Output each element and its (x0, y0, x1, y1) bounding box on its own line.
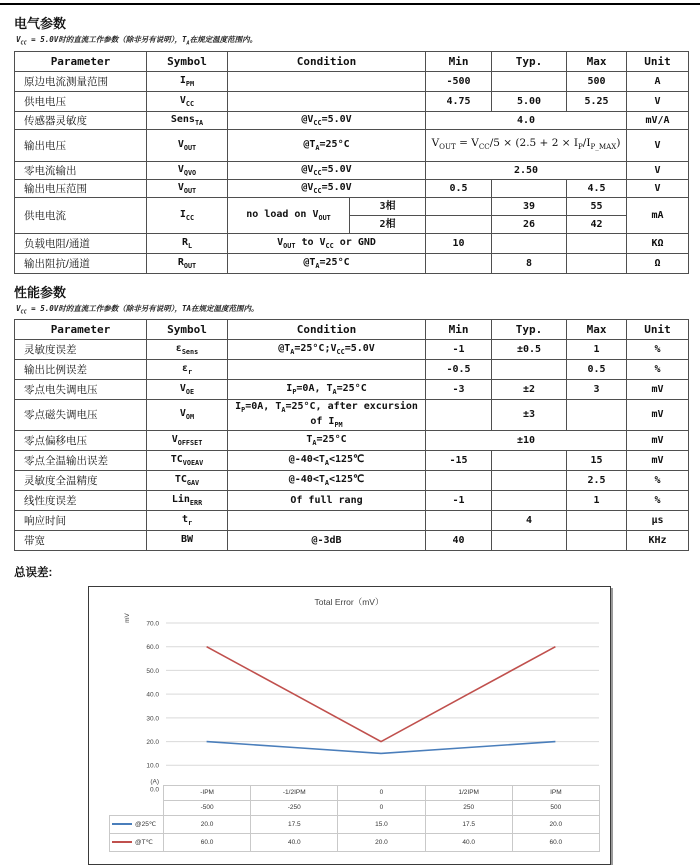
performance-parameters-table (14, 319, 689, 551)
table-row (15, 129, 689, 161)
cell-condition: $V_{OUT}$ to $V_{CC}$ or GND (228, 233, 426, 253)
section-note-electrical: $V_{CC} = 5.0V$时的直流工作参数（除非另有说明），$T_A$在规定温度范围内。 (16, 35, 258, 47)
cell-output-formula: $V_{OUT} = V_{CC}/5 \times (2.5 + 2 \times I_P/I_{P\_MAX})$ (426, 129, 627, 161)
cell-parameter: 输出阻抗/通道 (15, 253, 147, 273)
electrical-parameters-table (14, 51, 689, 274)
chart-title: Total Error（mV） (314, 596, 384, 607)
series-row (110, 815, 600, 833)
col-parameter: Parameter (15, 320, 147, 340)
cell-condition (228, 91, 426, 111)
table-row (15, 161, 689, 179)
legend-label: @T℃ (135, 839, 153, 847)
cell-min: 0.5 (426, 179, 492, 197)
cell-parameter: 零点电失调电压 (15, 380, 147, 400)
x-value-cell: 250 (425, 800, 512, 815)
cell-condition: $@V_{CC}=5.0V$ (228, 161, 426, 179)
cell-unit: V (627, 129, 689, 161)
cell-symbol: $V_{OE}$ (147, 380, 228, 400)
series-value-cell: 60.0 (512, 833, 599, 851)
cell-typ: ±2 (492, 380, 567, 400)
cell-condition: Of full rang (228, 490, 426, 510)
cell-condition: $@-40<T_A<125℃$ (228, 450, 426, 470)
table-row-supply-current-3phase (15, 197, 689, 215)
cell-max: 4.5 (567, 179, 627, 197)
cell-condition: no load on $V_{OUT}$ (228, 197, 350, 233)
cell-unit: KHz (627, 530, 689, 550)
y-tick-label: 0.0 (149, 786, 159, 794)
cell-symbol: $V_{OFFSET}$ (147, 430, 228, 450)
cell-condition: $T_A=25^\circ C$ (228, 430, 426, 450)
x-category-cell: -IPM (164, 785, 251, 800)
x-category-cell: -1/2IPM (251, 785, 338, 800)
col-min: Min (426, 320, 492, 340)
cell-parameter: 零电流输出 (15, 161, 147, 179)
table-row (15, 111, 689, 129)
cell-max: 3 (567, 380, 627, 400)
cell-min: -3 (426, 380, 492, 400)
cell-parameter: 灵敏度误差 (15, 340, 147, 360)
cell-unit: mA (627, 197, 689, 233)
cell-parameter: 输出电压范围 (15, 179, 147, 197)
cell-symbol: $V_{OUT}$ (147, 129, 228, 161)
cell-max: 1 (567, 490, 627, 510)
cell-min: 40 (426, 530, 492, 550)
cell-unit: μs (627, 510, 689, 530)
cell-min (426, 215, 492, 233)
cell-symbol: $\varepsilon_r$ (147, 360, 228, 380)
cell-parameter: 线性度误差 (15, 490, 147, 510)
col-typ: Typ. (492, 320, 567, 340)
cell-parameter: 输出电压 (15, 129, 147, 161)
cell-typ: 4 (492, 510, 567, 530)
cell-symbol: $I_{CC}$ (147, 197, 228, 233)
cell-unit: KΩ (627, 233, 689, 253)
x-value-cell: 0 (338, 800, 425, 815)
cell-min: 10 (426, 233, 492, 253)
series-value-cell: 40.0 (425, 833, 512, 851)
cell-symbol: $TC_{GAV}$ (147, 470, 228, 490)
cell-parameter: 零点全温输出误差 (15, 450, 147, 470)
cell-condition: $@T_A=25^\circ C;V_{CC}=5.0V$ (228, 340, 426, 360)
cell-symbol: $t_r$ (147, 510, 228, 530)
cell-max (567, 253, 627, 273)
series-value-cell: 60.0 (164, 833, 251, 851)
cell-unit: % (627, 360, 689, 380)
cell-condition: $I_P=0A$, $T_A=25^\circ C$ (228, 380, 426, 400)
series-value-cell: 20.0 (512, 815, 599, 833)
cell-min (426, 253, 492, 273)
cell-parameter: 响应时间 (15, 510, 147, 530)
table-row (15, 179, 689, 197)
cell-unit: mV (627, 430, 689, 450)
page-top-rule (0, 3, 700, 5)
cell-typ: 26 (492, 215, 567, 233)
cell-condition: $I_P=0A$, $T_A=25^\circ C$, after excursion of $I_{PM}$ (228, 400, 426, 431)
chart-value-table (109, 785, 600, 852)
cell-max: 55 (567, 197, 627, 215)
table-row (15, 360, 689, 380)
legend-item (110, 815, 164, 833)
table-row (15, 490, 689, 510)
x-category-cell: 0 (338, 785, 425, 800)
cell-parameter: 传感器灵敏度 (15, 111, 147, 129)
legend-item (110, 833, 164, 851)
blank-cell (110, 800, 164, 815)
col-unit: Unit (627, 51, 689, 71)
series-value-cell: 20.0 (338, 833, 425, 851)
cell-min (426, 470, 492, 490)
cell-symbol: $R_{OUT}$ (147, 253, 228, 273)
y-tick-label: 50.0 (146, 667, 159, 675)
cell-min: -15 (426, 450, 492, 470)
x-category-cell: IPM (512, 785, 599, 800)
cell-symbol: $V_{QVO}$ (147, 161, 228, 179)
y-tick-label: 10.0 (146, 762, 159, 770)
y-tick-label: 70.0 (146, 620, 159, 628)
blank-cell (110, 785, 164, 800)
cell-symbol: $V_{OUT}$ (147, 179, 228, 197)
col-min: Min (426, 51, 492, 71)
cell-min (426, 197, 492, 215)
cell-condition (228, 360, 426, 380)
table-row (15, 253, 689, 273)
total-error-label: 总误差: (14, 566, 53, 579)
cell-max: 42 (567, 215, 627, 233)
cell-condition: $@T_A=25^\circ C$ (228, 129, 426, 161)
cell-symbol: $V_{CC}$ (147, 91, 228, 111)
table-header-row (15, 51, 689, 71)
chart-data-table (109, 785, 600, 852)
table-row (15, 380, 689, 400)
cell-max (567, 400, 627, 431)
cell-typ: 39 (492, 197, 567, 215)
cell-condition: $@T_A=25^\circ C$ (228, 253, 426, 273)
cell-symbol: $TC_{VOEAV}$ (147, 450, 228, 470)
cell-parameter: 原边电流测量范围 (15, 71, 147, 91)
cell-unit: V (627, 91, 689, 111)
cell-typ (492, 490, 567, 510)
cell-symbol: $\varepsilon_{Sens}$ (147, 340, 228, 360)
col-typ: Typ. (492, 51, 567, 71)
cell-typ (492, 530, 567, 550)
cell-unit: mV (627, 450, 689, 470)
cell-typ (492, 360, 567, 380)
cell-parameter: 负载电阻/通道 (15, 233, 147, 253)
x-category-row (110, 785, 600, 800)
cell-unit: mV (627, 400, 689, 431)
cell-typ: ±0.5 (492, 340, 567, 360)
cell-parameter: 零点磁失调电压 (15, 400, 147, 431)
cell-min: -0.5 (426, 360, 492, 380)
cell-symbol: $R_L$ (147, 233, 228, 253)
cell-span-value: 4.0 (426, 111, 627, 129)
cell-typ: 5.00 (492, 91, 567, 111)
table-row (15, 233, 689, 253)
cell-unit: % (627, 470, 689, 490)
cell-max: 1 (567, 340, 627, 360)
table-row (15, 340, 689, 360)
series-value-cell: 20.0 (164, 815, 251, 833)
x-category-cell: 1/2IPM (425, 785, 512, 800)
cell-min (426, 400, 492, 431)
col-condition: Condition (228, 320, 426, 340)
cell-symbol: BW (147, 530, 228, 550)
x-value-cell: -500 (164, 800, 251, 815)
cell-condition (228, 71, 426, 91)
cell-symbol: $V_{OM}$ (147, 400, 228, 431)
x-value-cell: 500 (512, 800, 599, 815)
cell-subcondition-3phase: 3相 (350, 197, 426, 215)
cell-max (567, 530, 627, 550)
cell-unit: A (627, 71, 689, 91)
cell-parameter: 供电电流 (15, 197, 147, 233)
table-row (15, 450, 689, 470)
cell-parameter: 零点偏移电压 (15, 430, 147, 450)
series-value-cell: 40.0 (251, 833, 338, 851)
series-value-cell: 17.5 (425, 815, 512, 833)
y-tick-label: 40.0 (146, 691, 159, 699)
legend-label: @25℃ (135, 821, 157, 829)
total-error-chart (88, 586, 611, 865)
cell-symbol: Lin$_{ERR}$ (147, 490, 228, 510)
col-symbol: Symbol (147, 51, 228, 71)
table-row (15, 430, 689, 450)
cell-unit: V (627, 179, 689, 197)
cell-parameter: 带宽 (15, 530, 147, 550)
table-row (15, 530, 689, 550)
col-max: Max (567, 320, 627, 340)
series-value-cell: 15.0 (338, 815, 425, 833)
cell-max: 500 (567, 71, 627, 91)
cell-typ (492, 71, 567, 91)
cell-typ (492, 233, 567, 253)
cell-max: 0.5 (567, 360, 627, 380)
cell-condition: @-3dB (228, 530, 426, 550)
legend-line-swatch (112, 823, 132, 825)
section-title-performance: 性能参数 (14, 284, 67, 300)
cell-symbol: $I_{PM}$ (147, 71, 228, 91)
col-condition: Condition (228, 51, 426, 71)
cell-condition: $@-40<T_A<125℃$ (228, 470, 426, 490)
x-value-row (110, 800, 600, 815)
cell-typ (492, 179, 567, 197)
cell-max (567, 233, 627, 253)
cell-max: 5.25 (567, 91, 627, 111)
x-value-cell: -250 (251, 800, 338, 815)
table-row (15, 400, 689, 431)
col-max: Max (567, 51, 627, 71)
cell-unit: Ω (627, 253, 689, 273)
cell-unit: % (627, 490, 689, 510)
table-header-row (15, 320, 689, 340)
table-row (15, 510, 689, 530)
col-symbol: Symbol (147, 320, 228, 340)
cell-min: -500 (426, 71, 492, 91)
cell-min: -1 (426, 340, 492, 360)
table-row (15, 71, 689, 91)
cell-typ: ±3 (492, 400, 567, 431)
cell-max (567, 510, 627, 530)
cell-max: 2.5 (567, 470, 627, 490)
cell-condition (228, 510, 426, 530)
cell-span-value: 2.50 (426, 161, 627, 179)
cell-min: -1 (426, 490, 492, 510)
series-value-cell: 17.5 (251, 815, 338, 833)
y-tick-label: 20.0 (146, 738, 159, 746)
section-note-performance: $V_{CC} = 5.0V$时的直流工作参数（除非另有说明），TA在规定温度范围内。 (16, 303, 259, 315)
legend-line-swatch (112, 841, 132, 843)
series-row (110, 833, 600, 851)
cell-span-value: ±10 (426, 430, 627, 450)
cell-max: 15 (567, 450, 627, 470)
cell-parameter: 供电电压 (15, 91, 147, 111)
y-tick-label: 60.0 (146, 643, 159, 651)
cell-unit: mV/A (627, 111, 689, 129)
cell-condition: $@V_{CC}=5.0V$ (228, 111, 426, 129)
col-unit: Unit (627, 320, 689, 340)
cell-symbol: Sens$_{TA}$ (147, 111, 228, 129)
cell-min (426, 510, 492, 530)
series-line-@25℃ (207, 741, 556, 753)
cell-unit: V (627, 161, 689, 179)
cell-condition: $@V_{CC}=5.0V$ (228, 179, 426, 197)
cell-min: 4.75 (426, 91, 492, 111)
cell-parameter: 输出比例误差 (15, 360, 147, 380)
section-title-electrical: 电气参数 (14, 16, 67, 31)
y-tick-label: 30.0 (146, 714, 159, 722)
cell-subcondition-2phase: 2相 (350, 215, 426, 233)
cell-unit: mV (627, 380, 689, 400)
col-parameter: Parameter (15, 51, 147, 71)
table-row (15, 91, 689, 111)
cell-typ (492, 470, 567, 490)
cell-typ (492, 450, 567, 470)
chart-x-axis-label: (A) (150, 778, 159, 786)
table-row (15, 470, 689, 490)
cell-typ: 8 (492, 253, 567, 273)
chart-y-axis-label: mV (124, 612, 131, 623)
cell-parameter: 灵敏度全温精度 (15, 470, 147, 490)
cell-unit: % (627, 340, 689, 360)
